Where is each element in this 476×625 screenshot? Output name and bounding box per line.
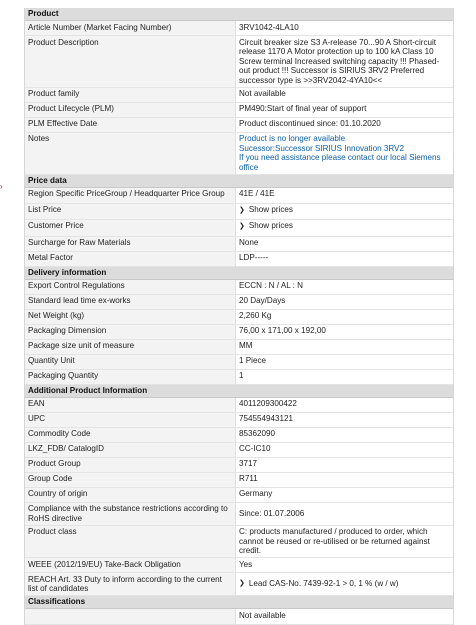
packaging-dimension-value: 76,00 x 171,00 x 192,00: [236, 325, 453, 339]
section-additional-header: Additional Product Information: [25, 385, 453, 398]
ean-label: EAN: [25, 398, 236, 412]
row-rohs: [25, 503, 453, 526]
plm-effective-date-label: PLM Effective Date: [25, 118, 236, 132]
country-of-origin-label: Country of origin: [25, 488, 236, 502]
export-control-value: ECCN : N / AL : N: [236, 280, 453, 294]
row-weee: [25, 558, 453, 573]
net-weight-label: Net Weight (kg): [25, 310, 236, 324]
packaging-dimension-label: Packaging Dimension: [25, 325, 236, 339]
product-group-value: 3717: [236, 458, 453, 472]
section-price-data-header: Price data: [25, 175, 453, 188]
section-delivery-header: Delivery information: [25, 267, 453, 280]
row-product-lifecycle: [25, 103, 453, 118]
row-article-number: [25, 21, 453, 36]
notes-discontinued-link[interactable]: Product is no longer available: [239, 134, 346, 143]
packaging-quantity-label: Packaging Quantity: [25, 370, 236, 384]
row-list-price: [25, 204, 453, 220]
section-product-header: Product: [25, 8, 453, 21]
row-package-unit: [25, 340, 453, 355]
product-class-value: C: products manufactured / produced to order, which cannot be reused or re-utilised or be returned against credit.: [236, 526, 453, 558]
chevron-right-icon: ❯: [239, 207, 245, 214]
price-group-label: Region Specific PriceGroup / Headquarter Price Group: [25, 188, 236, 203]
row-product-group: [25, 458, 453, 473]
chevron-right-icon: ❯: [239, 580, 245, 588]
lead-time-value: 20 Day/Days: [236, 295, 453, 309]
notes-successor-link[interactable]: Sucessor:Successor SIRIUS Innovation 3RV2: [239, 143, 404, 153]
row-country-of-origin: [25, 488, 453, 503]
product-description-value: Circuit breaker size S3 A-release 70...90 A Short-circuit release 1170 A Motor protection up to 100 kA Class 10 Screw terminal Increased switching capacity !!! Phased-out product !!! Successor is SIRIUS 3RV2 Preferred successor type is >>3RV2042-4YA10<<: [236, 36, 453, 87]
metal-factor-label: Metal Factor: [25, 252, 236, 266]
package-unit-label: Package size unit of measure: [25, 340, 236, 354]
article-number-label: Article Number (Market Facing Number): [25, 21, 236, 35]
product-family-label: Product family: [25, 88, 236, 102]
notes-contact-link[interactable]: If you need assistance please contact our local Siemens office: [239, 153, 441, 172]
row-customer-price: [25, 220, 453, 237]
list-price-show-label: Show prices: [248, 205, 293, 214]
row-product-description: [25, 36, 453, 88]
country-of-origin-value: Germany: [236, 488, 453, 502]
price-group-value: 41E / 41E: [236, 188, 453, 203]
section-classifications-header: Classifications: [25, 596, 453, 609]
classifications-label: [25, 609, 236, 624]
rohs-value: [236, 503, 453, 525]
list-price-label: List Price: [25, 204, 236, 219]
row-product-class: [25, 526, 453, 559]
row-packaging-quantity: [25, 370, 453, 385]
package-unit-value: MM: [236, 340, 453, 354]
weee-value: Yes: [236, 558, 453, 572]
catalog-id-value: CC-IC10: [236, 443, 453, 457]
classifications-value: Not available: [236, 609, 453, 624]
reach-value-button[interactable]: [236, 573, 453, 595]
lead-time-label: Standard lead time ex-works: [25, 295, 236, 309]
row-net-weight: [25, 310, 453, 325]
product-data-sheet: [24, 8, 454, 625]
row-packaging-dimension: [25, 325, 453, 340]
product-group-label: Product Group: [25, 458, 236, 472]
quantity-unit-value: 1 Piece: [236, 355, 453, 369]
rohs-label: Compliance with the substance restrictions according to RoHS directive: [25, 503, 236, 525]
catalog-id-label: LKZ_FDB/ CatalogID: [25, 443, 236, 457]
group-code-label: Group Code: [25, 473, 236, 487]
list-price-show-button[interactable]: [236, 204, 453, 219]
chevron-right-icon: ❯: [239, 223, 245, 230]
commodity-code-value: 85362090: [236, 428, 453, 442]
commodity-code-label: Commodity Code: [25, 428, 236, 442]
row-catalog-id: [25, 443, 453, 458]
reach-value-text: Lead CAS-No. 7439-92-1 > 0, 1 % (w / w): [248, 579, 399, 589]
row-ean: [25, 398, 453, 413]
row-upc: [25, 413, 453, 428]
row-commodity-code: [25, 428, 453, 443]
row-classifications: [25, 609, 453, 625]
row-metal-factor: [25, 252, 453, 267]
product-class-label: Product class: [25, 526, 236, 558]
packaging-quantity-value: 1: [236, 370, 453, 384]
rohs-value-text: Since: 01.07.2006: [239, 508, 305, 518]
row-lead-time: [25, 295, 453, 310]
product-lifecycle-label: Product Lifecycle (PLM): [25, 103, 236, 117]
ean-value: 4011209300422: [236, 398, 453, 412]
row-product-family: [25, 88, 453, 103]
surcharge-value: None: [236, 237, 453, 251]
row-notes: [25, 133, 453, 175]
group-code-value: R711: [236, 473, 453, 487]
row-quantity-unit: [25, 355, 453, 370]
row-surcharge: [25, 237, 453, 252]
surcharge-label: Surcharge for Raw Materials: [25, 237, 236, 251]
notes-label: Notes: [25, 133, 236, 174]
row-plm-effective-date: [25, 118, 453, 133]
customer-price-label: Customer Price: [25, 220, 236, 236]
notes-value: [236, 133, 453, 174]
article-number-value: 3RV1042-4LA10: [236, 21, 453, 35]
product-description-label: Product Description: [25, 36, 236, 87]
collapse-arrow-icon[interactable]: ›: [0, 182, 3, 191]
upc-value: 754554943121: [236, 413, 453, 427]
row-price-group: [25, 188, 453, 204]
plm-effective-date-value: Product discontinued since: 01.10.2020: [236, 118, 453, 132]
metal-factor-value: LDP-----: [236, 252, 453, 266]
export-control-label: Export Control Regulations: [25, 280, 236, 294]
product-family-value: Not available: [236, 88, 453, 102]
reach-label: REACH Art. 33 Duty to inform according to the current list of candidates: [25, 573, 236, 595]
row-export-control: [25, 280, 453, 295]
customer-price-show-button[interactable]: [236, 220, 453, 236]
upc-label: UPC: [25, 413, 236, 427]
row-group-code: [25, 473, 453, 488]
product-lifecycle-value: PM490:Start of final year of support: [236, 103, 453, 117]
weee-label: WEEE (2012/19/EU) Take-Back Obligation: [25, 558, 236, 572]
row-reach: [25, 573, 453, 596]
quantity-unit-label: Quantity Unit: [25, 355, 236, 369]
net-weight-value: 2,260 Kg: [236, 310, 453, 324]
customer-price-show-label: Show prices: [248, 221, 293, 230]
